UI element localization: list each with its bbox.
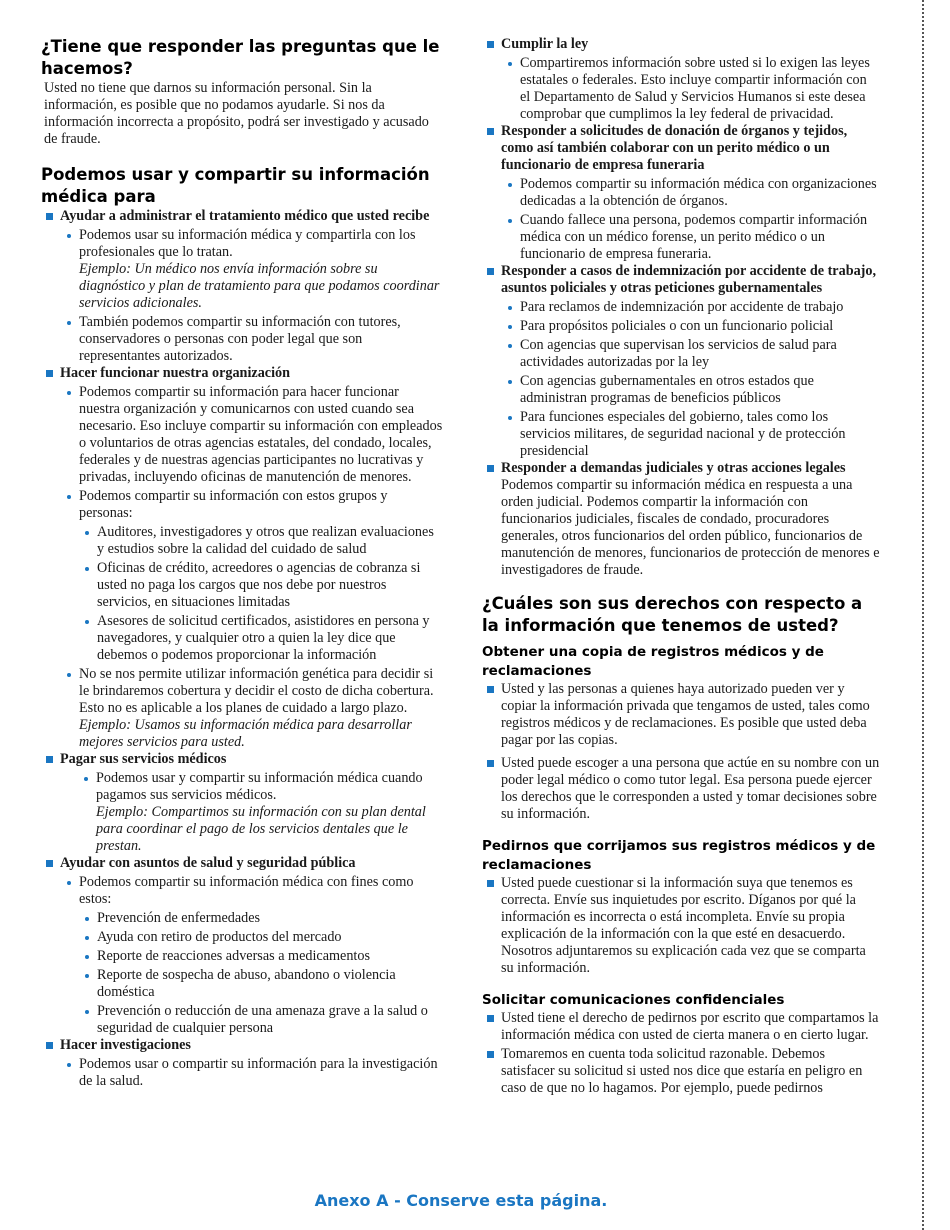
- uses-list: [41, 208, 443, 1090]
- list-item: Para reclamos de indemnización por accidente de trabajo: [501, 299, 880, 316]
- section-title-rights: ¿Cuáles son sus derechos con respecto a la información que tenemos de usted?: [482, 594, 863, 635]
- list-item: Auditores, investigadores y otros que realizan evaluaciones y estudios sobre la calidad del cuidado de salud: [79, 524, 443, 558]
- list-item: Ayudar a administrar el tratamiento médico que usted recibe Podemos usar su información médica y compartirla con los profesionales que lo tratan. Ejemplo: Un médico nos envía información sobre su diagnóstico y plan de tratamiento para que podamos coordinar servicios adicionales. También podemos compartir su información con tutores, conservadores o personas con poder legal que son representantes autorizados.: [41, 208, 443, 365]
- list-item: Para propósitos policiales o con un funcionario policial: [501, 318, 880, 335]
- list-item: Oficinas de crédito, acreedores o agencias de cobranza si usted no paga los cargos que nos debe por nuestros servicios, en situaciones limitadas: [79, 560, 443, 611]
- list-item: Podemos compartir su información con estos grupos y personas: Auditores, investigadores y otros que realizan evaluaciones y estudios sobre la calidad del cuidado de salud Oficinas de crédito, acreedores o agencias de cobranza si usted no paga los cargos que nos debe por nuestros servicios, en situaciones limitadas Asesores de solicitud certificados, asistidores en persona y navegadores, y cualquier otro a quien la ley dice que debemos o podemos proporcionar la información: [60, 488, 443, 664]
- list-item: Usted y las personas a quienes haya autorizado pueden ver y copiar la información privada que tengamos de usted, tales como registros médicos y de reclamaciones. Es posible que usted deba pagar por las copias.: [482, 681, 880, 749]
- list-item: Reporte de sospecha de abuso, abandono o violencia doméstica: [79, 967, 443, 1001]
- list-item: Podemos usar y compartir su información médica cuando pagamos sus servicios médicos. Ejemplo: Compartimos su información con su plan dental para coordinar el pago de los servicios dentales que le prestan.: [77, 770, 443, 855]
- list-item: Podemos compartir su información médica con fines como estos: Prevención de enfermedades Ayuda con retiro de productos del mercado Reporte de reacciones adversas a medicamentos Reporte de sospecha de abuso, abandono o violencia doméstica Prevención o reducción de una amenaza grave a la salud o seguridad de cualquier persona: [60, 874, 443, 1037]
- list-item: No se nos permite utilizar información genética para decidir si le brindaremos cobertura y decidir el costo de dicha cobertura. Esto no es aplicable a los planes de cuidado a largo plazo. Ejemplo: Usamos su información médica para desarrollar mejores servicios para usted.: [60, 666, 443, 751]
- subsection-title-copy: Obtener una copia de registros médicos y de reclamaciones: [482, 644, 824, 679]
- page-footer: Anexo A - Conserve esta página.: [314, 1191, 608, 1210]
- list-item: Para funciones especiales del gobierno, tales como los servicios militares, de seguridad nacional y de protección presidencial: [501, 409, 880, 460]
- list-item: Podemos compartir su información para hacer funcionar nuestra organización y comunicarnos con usted cuando sea necesario. Eso incluye compartir su información con empleados o voluntarios de otras agencias estatales, del condado, locales, federales y de nuestras agencias participantes no lucrativas y privadas, incluyendo oficinas de manutención de menores.: [60, 384, 443, 486]
- list-item: Podemos compartir su información médica con organizaciones dedicadas a la obtención de órganos.: [501, 176, 880, 210]
- list-item: Ayudar con asuntos de salud y seguridad pública Podemos compartir su información médica con fines como estos: Prevención de enfermedades Ayuda con retiro de productos del mercado Reporte de reacciones adversas a medicamentos Reporte de sospecha de abuso, abandono o violencia doméstica Prevención o reducción de una amenaza grave a la salud o seguridad de cualquier persona: [41, 855, 443, 1037]
- uses-list-continued: [482, 36, 880, 579]
- list-item: Pagar sus servicios médicos Podemos usar y compartir su información médica cuando pagamos sus servicios médicos. Ejemplo: Compartimos su información con su plan dental para coordinar el pago de los servicios dentales que le prestan.: [41, 751, 443, 855]
- right-column: [482, 36, 880, 1097]
- list-item: Usted tiene el derecho de pedirnos por escrito que compartamos la información médica con usted de cierta manera o en cierto lugar.: [482, 1010, 880, 1044]
- section-title-questions: ¿Tiene que responder las preguntas que le hacemos?: [41, 37, 440, 78]
- list-item: Cuando fallece una persona, podemos compartir información médica con un médico forense, un perito médico o un funcionario de empresa funeraria.: [501, 212, 880, 263]
- list-item: Responder a demandas judiciales y otras acciones legales Podemos compartir su información médica en respuesta a una orden judicial. Podemos compartir la información con funcionarios judiciales, fiscales de condado, procuradores generales, otros funcionarios del orden público, funcionarios de manutención de menores, funcionarios de protección de menores e investigadores de fraude.: [482, 460, 880, 579]
- section-title-uses: Podemos usar y compartir su información médica para: [41, 165, 430, 206]
- list-item: También podemos compartir su información con tutores, conservadores o personas con poder legal que son representantes autorizados.: [60, 314, 443, 365]
- list-item: Tomaremos en cuenta toda solicitud razonable. Debemos satisfacer su solicitud si usted nos dice que estaría en peligro en caso de que no lo hagamos. Por ejemplo, puede pedirnos: [482, 1046, 880, 1097]
- subsection-title-confidential: Solicitar comunicaciones confidenciales: [482, 992, 785, 1008]
- list-item: Responder a casos de indemnización por accidente de trabajo, asuntos policiales y otras peticiones gubernamentales Para reclamos de indemnización por accidente de trabajo Para propósitos policiales o con un funcionario policial Con agencias que supervisan los servicios de salud para actividades autorizadas por la ley Con agencias gubernamentales en otros estados que administran programas de beneficios públicos Para funciones especiales del gobierno, tales como los servicios militares, de seguridad nacional y de protección presidencial: [482, 263, 880, 460]
- list-item: Podemos usar su información médica y compartirla con los profesionales que lo tratan. Ejemplo: Un médico nos envía información sobre su diagnóstico y plan de tratamiento para que podamos coordinar servicios adicionales.: [60, 227, 443, 312]
- list-item: Podemos usar o compartir su información para la investigación de la salud.: [60, 1056, 443, 1090]
- list-item: Compartiremos información sobre usted si lo exigen las leyes estatales o federales. Esto incluye compartir información con el Departamento de Salud y Servicios Humanos si este desea comprobar que cumplimos la ley federal de privacidad.: [501, 55, 880, 123]
- list-item: Con agencias que supervisan los servicios de salud para actividades autorizadas por la ley: [501, 337, 880, 371]
- list-item: Prevención de enfermedades: [79, 910, 443, 927]
- list-item: Hacer investigaciones Podemos usar o compartir su información para la investigación de la salud.: [41, 1037, 443, 1090]
- left-column: [41, 36, 443, 1090]
- list-item: Hacer funcionar nuestra organización Podemos compartir su información para hacer funcionar nuestra organización y comunicarnos con usted cuando sea necesario. Eso incluye compartir su información con empleados o voluntarios de otras agencias estatales, del condado, locales, federales y de nuestras agencias participantes no lucrativas y privadas, incluyendo oficinas de manutención de menores. Podemos compartir su información con estos grupos y personas: Auditores, investigadores y otros que realizan evaluaciones y estudios sobre la calidad del cuidado de salud Oficinas de crédito, acreedores o agencias de cobranza si usted no paga los cargos que nos debe por nuestros servicios, en situaciones limitadas Asesores de solicitud certificados, asistidores en persona y navegadores, y cualquier otro a quien la ley dice que debemos o podemos proporcionar la información No se nos permite utilizar información genética para decidir si le brindaremos cobertura y decidir el costo de dicha cobertura. Esto no es aplicable a los planes de cuidado a largo plazo. Ejemplo: Usamos su información médica para desarrollar mejores servicios para usted.: [41, 365, 443, 751]
- subsection-title-correct: Pedirnos que corrijamos sus registros médicos y de reclamaciones: [482, 838, 876, 873]
- section-body-questions: Usted no tiene que darnos su información personal. Sin la información, es posible que no podamos ayudarle. Si nos da información incorrecta a propósito, podrá ser investigado y acusado de fraude.: [44, 80, 429, 147]
- list-item: Usted puede cuestionar si la información suya que tenemos es correcta. Envíe sus inquietudes por escrito. Díganos por qué la información es incorrecta o está incompleta. Envíe su propia explicación de la información con la que esté en desacuerdo. Nosotros adjuntaremos su explicación cada vez que se comparta su información.: [482, 875, 880, 977]
- list-item: Con agencias gubernamentales en otros estados que administran programas de beneficios públicos: [501, 373, 880, 407]
- list-item: Cumplir la ley Compartiremos información sobre usted si lo exigen las leyes estatales o federales. Esto incluye compartir información con el Departamento de Salud y Servicios Humanos si este desea comprobar que cumplimos la ley federal de privacidad.: [482, 36, 880, 123]
- list-item: Ayuda con retiro de productos del mercado: [79, 929, 443, 946]
- list-item: Asesores de solicitud certificados, asistidores en persona y navegadores, y cualquier otro a quien la ley dice que debemos o podemos proporcionar la información: [79, 613, 443, 664]
- list-item: Prevención o reducción de una amenaza grave a la salud o seguridad de cualquier persona: [79, 1003, 443, 1037]
- list-item: Usted puede escoger a una persona que actúe en su nombre con un poder legal médico o como tutor legal. Esa persona puede ejercer los derechos que le corresponden a usted y tomar decisiones sobre su información.: [482, 755, 880, 823]
- list-item: Responder a solicitudes de donación de órganos y tejidos, como así también colaborar con un perito médico o un funcionario de empresa funeraria Podemos compartir su información médica con organizaciones dedicadas a la obtención de órganos. Cuando fallece una persona, podemos compartir información médica con un médico forense, un perito médico o un funcionario de empresa funeraria.: [482, 123, 880, 263]
- dotted-cut-line: [922, 0, 924, 1230]
- list-item: Reporte de reacciones adversas a medicamentos: [79, 948, 443, 965]
